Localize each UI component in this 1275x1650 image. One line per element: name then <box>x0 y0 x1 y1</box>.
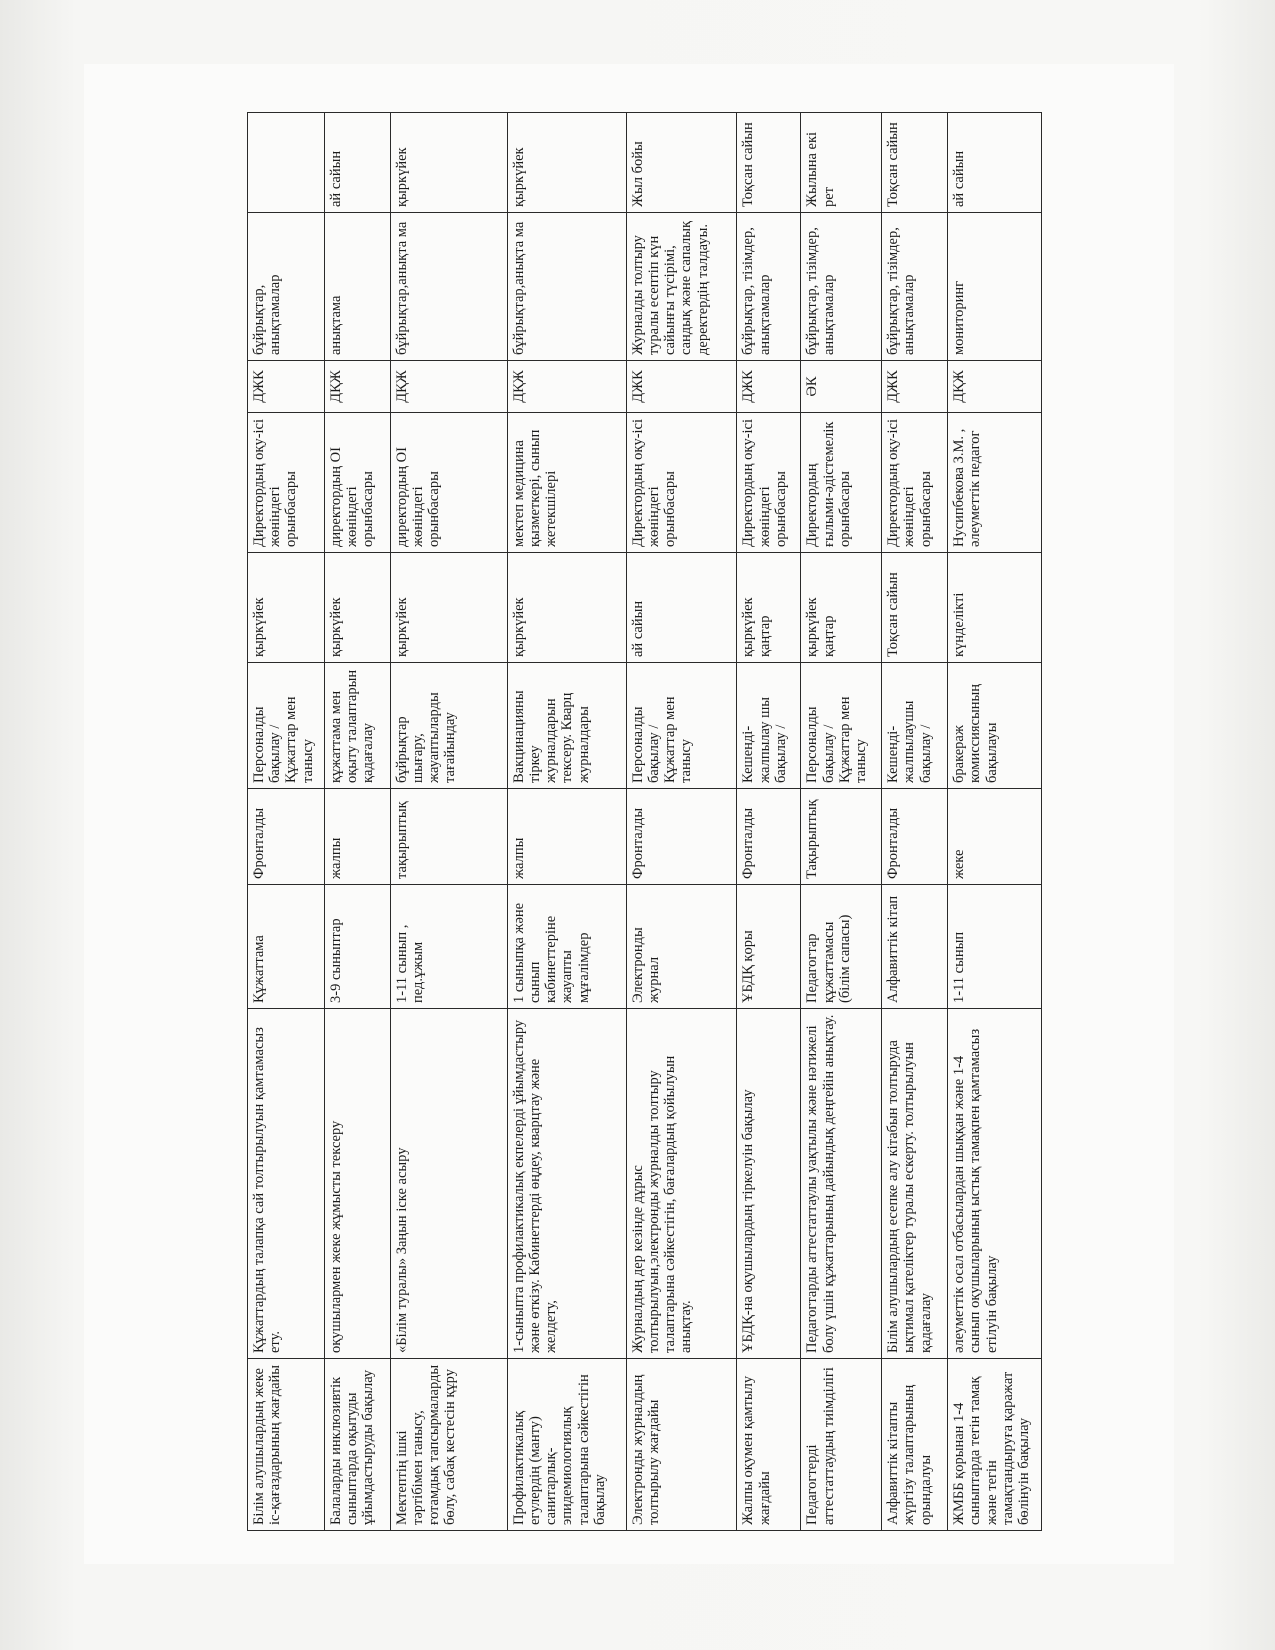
table-cell: Алфавиттік кітапты жүргізу талаптарының орындалуы <box>882 1359 948 1531</box>
table-cell: 1-11 сынып , пед.ұжым <box>390 885 507 1009</box>
table-cell: Жылына екі рет <box>801 113 882 213</box>
table-body <box>248 113 1042 1531</box>
table-cell: Педагогтерді аттестаттаудың тиімділігі <box>801 1359 882 1531</box>
table-row <box>324 113 390 1531</box>
table-cell: бұйрықтар, анықтамалар <box>248 213 325 361</box>
table-cell: Журналдың дер кезінде дұрыс толтырылуын,электронды журналды толтыру талаптарына сәйкестігін, бағалардың қойылуын анықтау. <box>626 1009 737 1359</box>
table-cell: ДЖК <box>737 361 801 413</box>
table-cell: Педагогтарды аттестаттаулы уақтылы және нәтижелі болу үшін құжаттарының дайындық деңгейін анықтау. <box>801 1009 882 1359</box>
table-cell: бұйрықтар шығару, жауаптыларды тағайындау <box>390 663 507 789</box>
table-cell: Фронталды <box>248 789 325 885</box>
table-cell: мектеп медицина қызметкері, сынып жетекшілері <box>507 413 626 553</box>
table-cell: Электронды журналдың толтырылу жағдайы <box>626 1359 737 1531</box>
table-cell: ДЖК <box>248 361 325 413</box>
table-cell: Педагогтар құжаттамасы (білім сапасы) <box>801 885 882 1009</box>
table-cell <box>248 113 325 213</box>
table-cell: қыркүйек <box>507 113 626 213</box>
table-cell: ДҚЖ <box>324 361 390 413</box>
table-cell: ЖМББ қорынан 1-4 сыныптарда тегін тамақ және тегін тамақтандыруға қаражат бөлінуін бақылау <box>948 1359 1042 1531</box>
table-cell: 3-9 сыныптар <box>324 885 390 1009</box>
table-cell: жеке <box>948 789 1042 885</box>
table-cell: бұйрықтар, тізімдер, анықтамалар <box>737 213 801 361</box>
table-cell: бұйрықтар, тізімдер, анықтамалар <box>801 213 882 361</box>
table-cell: бұйрықтар,анықта ма <box>507 213 626 361</box>
table-cell: Білім алушылардың есепке алу кітабын толтыруда ықтимал қателіктер туралы ескерту. толтырылуын қадағалау <box>882 1009 948 1359</box>
table-cell: ҰБДҚ-на оқушылардың тіркелуін бақылау <box>737 1009 801 1359</box>
table-cell: Кешенді-жалпылау шы бақылау / <box>737 663 801 789</box>
table-row <box>801 113 882 1531</box>
table-cell: Директордың ғылыми-әдістемелік орынбасары <box>801 413 882 553</box>
table-row <box>737 113 801 1531</box>
table-cell: қыркүйек <box>507 553 626 663</box>
table-cell: Фронталды <box>626 789 737 885</box>
table-cell: бұйрықтар, тізімдер, анықтамалар <box>882 213 948 361</box>
table-cell: Алфавиттік кітап <box>882 885 948 1009</box>
table-cell: Құжаттама <box>248 885 325 1009</box>
table-cell: Құжаттардың талапқа сай толтырылуын қамтамасыз ету. <box>248 1009 325 1359</box>
table-row <box>248 113 325 1531</box>
table-cell: Тоқсан сайын <box>882 553 948 663</box>
table-cell: анықтама <box>324 213 390 361</box>
table-cell: Кешенді-жалпылаушы бақылау / <box>882 663 948 789</box>
table-cell: ДҚЖ <box>948 361 1042 413</box>
table-cell: Нусипбекова З.М. , әлеуметтік педагог <box>948 413 1042 553</box>
table-cell: жалпы <box>324 789 390 885</box>
table-cell: ДЖК <box>626 361 737 413</box>
table-row <box>626 113 737 1531</box>
table-cell: Персоналды бақылау / Құжаттар мен танысу <box>626 663 737 789</box>
table-cell: оқушылармен жеке жұмысты тексеру <box>324 1009 390 1359</box>
table-cell: Мектептің ішкі тәртібімен танысу, ғотамдық тапсырмаларды бөлу, сабақ кестесін құру <box>390 1359 507 1531</box>
table-cell: Электронды журнал <box>626 885 737 1009</box>
table-cell: ДЖК <box>882 361 948 413</box>
table-row <box>390 113 507 1531</box>
table-cell: «Білім туралы» Заңын іске асыру <box>390 1009 507 1359</box>
table-cell: Журналды толтыру туралы есептіп күн сайынғы түсірімі, сандық және сапалық деректердің талдауы. <box>626 213 737 361</box>
table-cell: тақырыптық <box>390 789 507 885</box>
table-cell: ай сайын <box>626 553 737 663</box>
table-cell: Білім алушылардың жеке іс-қағаздарының жағдайы <box>248 1359 325 1531</box>
control-plan-table <box>247 112 1042 1531</box>
table-cell: ӘК <box>801 361 882 413</box>
table-cell: бракераж комиссиясының бақылауы <box>948 663 1042 789</box>
table-cell: әлеуметтік осал отбасылардан шыққан және 1-4 сынып оқушыларының ыстық тамақпен қамтамасыз етілуін бақылау <box>948 1009 1042 1359</box>
table-cell: Директордың оқу-ісі жөніндегі орынбасары <box>248 413 325 553</box>
table-cell: ДҚЖ <box>390 361 507 413</box>
table-cell: Персоналды бақылау / Құжаттар мен танысу <box>248 663 325 789</box>
table-cell: бұйрықтар,анықта ма <box>390 213 507 361</box>
table-cell: 1 сыныпқа және сынып кабинеттеріне жауапты мұғалімдер <box>507 885 626 1009</box>
table-cell: қыркүйек қаңтар <box>801 553 882 663</box>
table-cell: Директордың оқу-ісі жөніндегі орынбасары <box>737 413 801 553</box>
table-cell: Персоналды бақылау / Құжаттар мен танысу <box>801 663 882 789</box>
table-cell: Вакцинацияны тіркеу журналдарын тексеру. Кварц журналдары <box>507 663 626 789</box>
table-row <box>507 113 626 1531</box>
table-cell: Директордың оқу-ісі жөніндегі орынбасары <box>882 413 948 553</box>
table-cell: 1-сыныпта профилактикалық екпелерді ұйымдастыру және өткізу. Кабинеттерді өңдеу, кварцтау және желдету, <box>507 1009 626 1359</box>
table-cell: ай сайын <box>324 113 390 213</box>
table-cell: қыркүйек қаңтар <box>737 553 801 663</box>
table-cell: қыркүйек <box>390 113 507 213</box>
table-cell: Профилактикалық егулердің (манту) санитарлық-эпидемиологиялық талаптарына сәйкестігін бақылау <box>507 1359 626 1531</box>
table-row <box>948 113 1042 1531</box>
table-cell: директордың ОІ жөніндегі орынбасары <box>324 413 390 553</box>
table-cell: Балаларды инклюзивтік сыныптарда оқытуды ұйымдастыруды бақылау <box>324 1359 390 1531</box>
table-cell: Жыл бойы <box>626 113 737 213</box>
table-cell: директордың ОІ жөніндегі орынбасары <box>390 413 507 553</box>
table-cell: қыркүйек <box>390 553 507 663</box>
table-cell: Директордың оқу-ісі жөніндегі орынбасары <box>626 413 737 553</box>
table-cell: мониторинг <box>948 213 1042 361</box>
table-cell: 1-11 сынып <box>948 885 1042 1009</box>
table-cell: қыркүйек <box>324 553 390 663</box>
table-cell: Жалпы оқумен қамтылу жағдайы <box>737 1359 801 1531</box>
rotated-table-container <box>247 113 1042 1531</box>
table-cell: Фронталды <box>737 789 801 885</box>
table-cell: құжаттама мен оқыту талаптарын қадағалау <box>324 663 390 789</box>
table-row <box>882 113 948 1531</box>
table-cell: Тақырыптық <box>801 789 882 885</box>
table-cell: Тоқсан сайын <box>882 113 948 213</box>
table-cell: ай сайын <box>948 113 1042 213</box>
table-cell: ҰБДҚ қоры <box>737 885 801 1009</box>
table-cell: ДҚЖ <box>507 361 626 413</box>
table-cell: Тоқсан сайын <box>737 113 801 213</box>
table-cell: Фронталды <box>882 789 948 885</box>
table-cell: жалпы <box>507 789 626 885</box>
table-cell: күнделікті <box>948 553 1042 663</box>
table-cell: қыркүйек <box>248 553 325 663</box>
